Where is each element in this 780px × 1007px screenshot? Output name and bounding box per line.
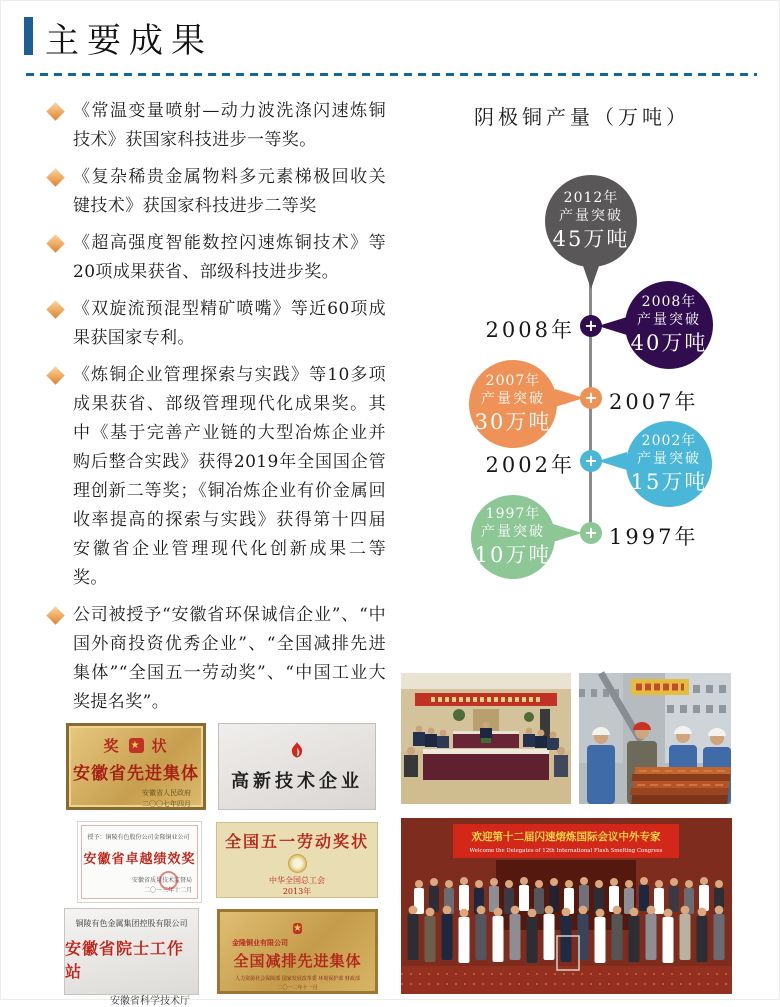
milestone-value: 40万吨 — [630, 331, 708, 356]
balloon-tail — [598, 452, 627, 470]
award-title: 安徽省先进集体 — [73, 764, 199, 784]
title-accent-bar — [24, 17, 33, 55]
list-item — [49, 97, 387, 155]
issue-date: 二〇〇七年四月 — [142, 799, 191, 808]
page-title: 主要成果 — [45, 21, 213, 61]
photo-congress-group — [401, 818, 732, 994]
list-item — [49, 229, 387, 287]
milestone-balloon-2008 — [625, 281, 713, 369]
chart-title: 阴极铜产量（万吨） — [474, 105, 690, 129]
milestone-caption: 产量突破 — [637, 311, 701, 328]
diamond-bullet-icon — [46, 234, 64, 252]
achievement-text: 《双旋流预混型精矿喷嘴》等近60项成果获国家专利。 — [73, 299, 386, 348]
year-label-2002: 2002年 — [485, 453, 575, 477]
diamond-bullet-icon — [46, 300, 64, 318]
achievement-text: 公司被授予“安徽省环保诚信企业”、“中国外商投资优秀企业”、“全国减排先进集体”“全国五一劳动奖”、“中国工业大奖提名奖”。 — [73, 605, 386, 712]
banner-text-cn: 欢迎第十二届闪速熔炼国际会议中外专家 — [471, 831, 661, 843]
dashed-separator — [26, 73, 757, 76]
milestone-caption: 产量突破 — [559, 207, 623, 224]
award-national-may1-labor — [216, 822, 378, 898]
award-issuer — [235, 975, 360, 992]
diamond-bullet-icon — [46, 606, 64, 624]
milestone-value: 30万吨 — [474, 410, 552, 435]
copper-cathode-stack — [629, 767, 731, 804]
issuer-name: 人力资源社会保障部 国家发展改革委 环境保护部 财政部 — [235, 976, 360, 982]
timeline-node-2007: + — [580, 387, 602, 409]
medal-icon — [288, 854, 307, 873]
milestone-year: 2002年 — [641, 432, 697, 449]
award-academician-workstation — [64, 908, 199, 1007]
award-title: 全国减排先进集体 — [233, 952, 362, 970]
milestone-year: 2008年 — [641, 293, 697, 310]
milestone-value: 45万吨 — [552, 227, 630, 252]
list-item — [49, 163, 387, 221]
issuer-name: 中华全国总工会 — [269, 875, 325, 885]
issue-date: 二〇一三年十二月 — [143, 886, 192, 894]
achievement-text: 《炼铜企业管理探索与实践》等10多项成果获省、部级管理现代化成果奖。其中《基于完善产业链的大型冶炼企业并购后整合实践》获得2019年全国国企管理创新二等奖；《铜冶炼企业有价金属回收率提高的探索与实践》获得第十四届安徽省企业管理现代化创新成果二等奖。 — [73, 365, 386, 588]
award-issuer: 安徽省科学技术厅 — [110, 996, 190, 1007]
milestone-caption: 产量突破 — [637, 450, 701, 467]
award-issuer — [269, 875, 325, 897]
national-emblem-icon: ★ — [293, 923, 302, 934]
award-title: 安徽省院士工作站 — [65, 939, 185, 981]
banner-text-en: Welcome the Delegates of 12th International Flash Smelting Congress — [469, 848, 663, 854]
year-label-1997: 1997年 — [609, 525, 699, 549]
diamond-bullet-icon — [46, 102, 64, 120]
award-header-left: 奖 — [103, 737, 121, 755]
award-header-right: 状 — [151, 737, 169, 755]
balloon-tail — [598, 317, 627, 335]
milestone-balloon-1997 — [471, 495, 555, 579]
award-title: 高新技术企业 — [231, 770, 363, 792]
torch-flame-icon — [288, 741, 306, 763]
achievement-text: 《复杂稀贵金属物料多元素梯极回收关键技术》获国家科技进步二等奖 — [73, 167, 386, 216]
milestone-caption: 产量突破 — [481, 523, 545, 540]
list-item — [49, 295, 387, 353]
year-label-2007: 2007年 — [609, 390, 699, 414]
timeline-node-1997: + — [580, 522, 602, 544]
award-anhui-advanced-collective — [66, 723, 206, 810]
award-recipient: 授予：铜陵有色股份公司金隆铜业公司 — [87, 834, 190, 841]
red-seal-icon — [159, 871, 178, 890]
milestone-value: 10万吨 — [474, 543, 552, 568]
national-emblem-icon: ★ — [129, 738, 144, 753]
issuer-name: 安徽省人民政府 — [142, 789, 191, 797]
award-anhui-excellence-performance — [77, 821, 202, 903]
diamond-bullet-icon — [46, 366, 64, 384]
milestone-balloon-2012 — [545, 175, 637, 267]
production-timeline-chart — [401, 93, 763, 678]
milestone-balloon-2007 — [469, 360, 557, 448]
issue-date: 二〇一二年十一月 — [277, 984, 318, 991]
achievement-text: 《常温变量喷射—动力波洗涤闪速炼铜技术》获国家科技进步一等奖。 — [73, 101, 386, 150]
timeline-node-2008: + — [580, 315, 602, 337]
list-item — [49, 601, 387, 717]
award-recipient: 铜陵有色金属集团控股有限公司 — [75, 919, 188, 928]
award-title: 全国五一劳动奖状 — [224, 832, 369, 851]
milestone-caption: 产量突破 — [481, 390, 545, 407]
balloon-tail — [553, 524, 582, 542]
award-title: 安徽省卓越绩效奖 — [83, 852, 196, 867]
list-item — [49, 361, 387, 593]
milestone-value: 15万吨 — [630, 470, 708, 495]
award-issuer — [132, 876, 192, 895]
photo-board-meeting — [401, 673, 571, 804]
award-emission-reduction-collective — [217, 909, 378, 994]
award-issuer — [142, 788, 191, 809]
milestone-year: 2007年 — [485, 372, 541, 389]
milestone-year: 2012年 — [563, 189, 619, 206]
milestone-year: 1997年 — [485, 505, 541, 522]
achievements-list — [49, 97, 387, 725]
issuer-name: 安徽省质量技术监督局 — [131, 877, 192, 884]
milestone-balloon-2002 — [626, 421, 712, 507]
photo-workers-copper — [579, 673, 731, 804]
timeline-node-2002: + — [580, 450, 602, 472]
diamond-bullet-icon — [46, 168, 64, 186]
year-label-2008: 2008年 — [485, 318, 575, 342]
award-recipient: 金隆铜业有限公司 — [232, 938, 288, 947]
group-back-row — [414, 877, 724, 914]
achievement-text: 《超高强度智能数控闪速炼铜技术》等20项成果获省、部级科技进步奖。 — [73, 233, 386, 282]
award-header — [103, 735, 168, 756]
award-hightech-enterprise — [218, 723, 376, 810]
issue-date: 2013年 — [282, 886, 312, 896]
